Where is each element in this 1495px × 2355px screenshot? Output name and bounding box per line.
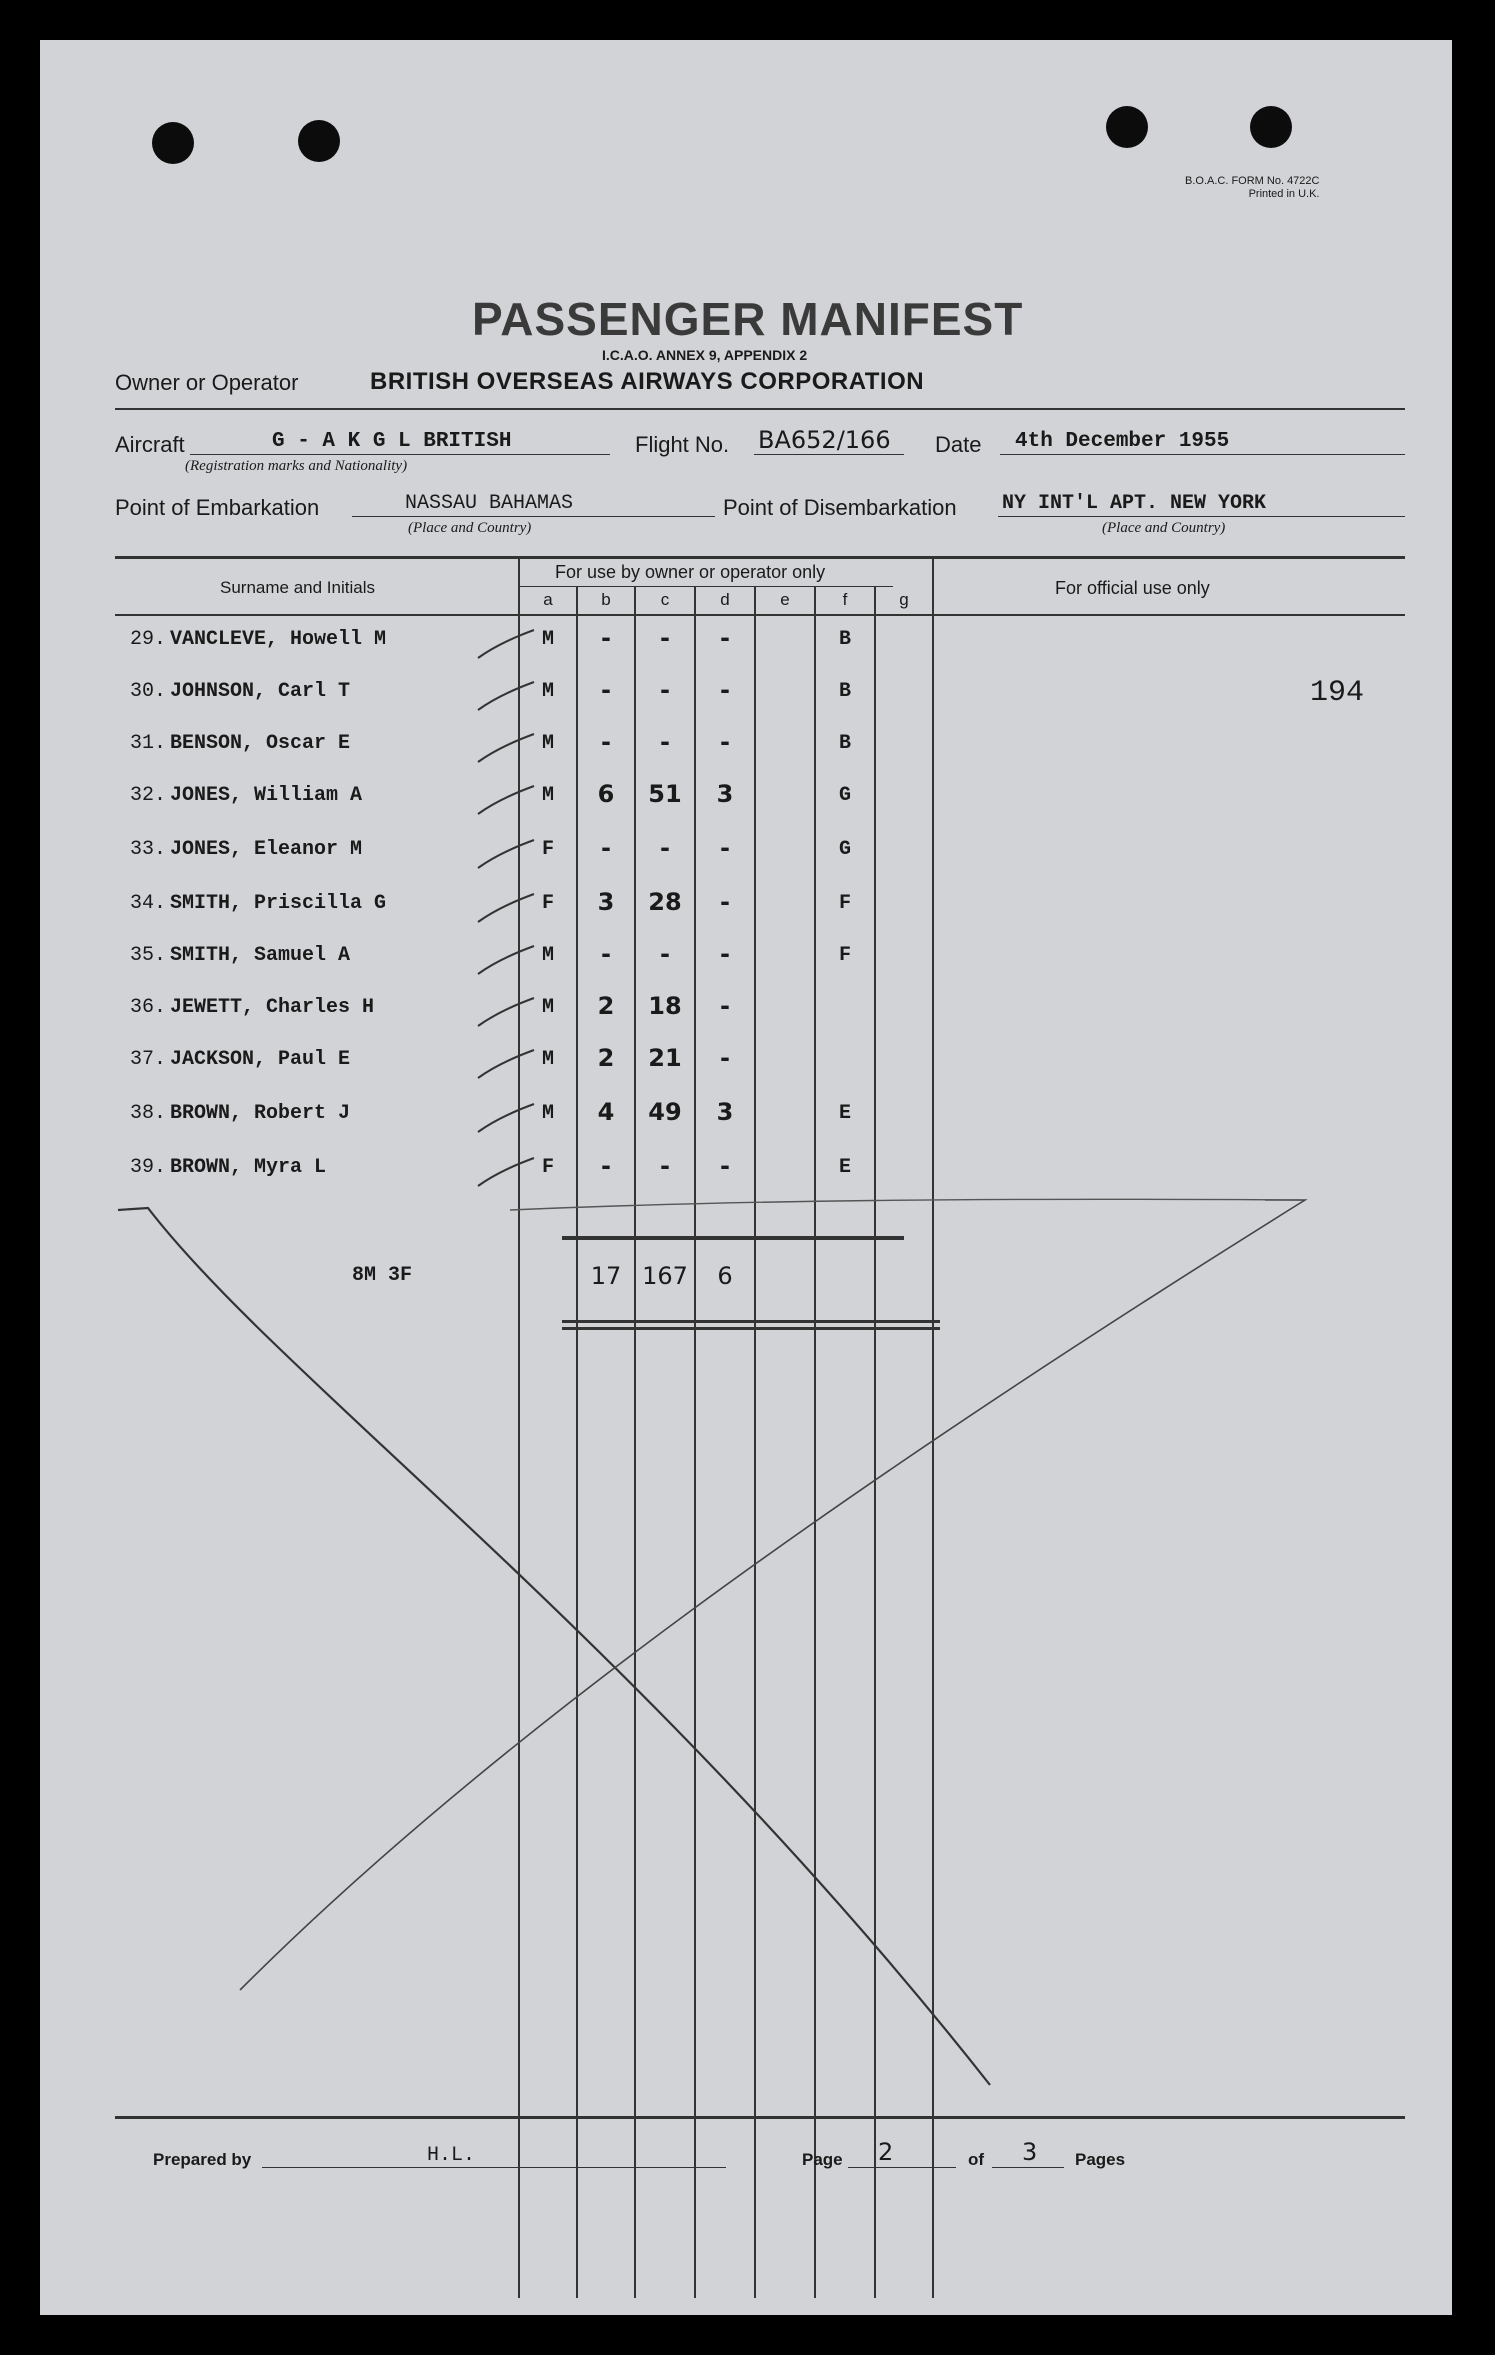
- row-number: 36.: [130, 996, 167, 1019]
- page-subtitle: I.C.A.O. ANNEX 9, APPENDIX 2: [602, 347, 808, 363]
- cell-a: M: [541, 1102, 554, 1125]
- cell-d: -: [720, 676, 730, 704]
- total-b: 17: [590, 1262, 622, 1290]
- cell-a: F: [541, 838, 554, 861]
- passenger-name: JOHNSON, Carl T: [170, 680, 351, 703]
- cell-a: M: [541, 1048, 554, 1071]
- embarkation-value: NASSAU BAHAMAS: [405, 492, 574, 515]
- aircraft-label: Aircraft: [115, 432, 185, 457]
- row-number: 39.: [130, 1156, 167, 1179]
- cell-b: 4: [597, 1098, 615, 1126]
- cell-d: -: [720, 1044, 730, 1072]
- official-note: 194: [1310, 676, 1365, 710]
- aircraft-value: G - A K G L BRITISH: [272, 430, 512, 453]
- cell-b: 2: [597, 1044, 615, 1072]
- column-header-f: f: [842, 590, 848, 609]
- cell-c: -: [660, 1152, 670, 1180]
- passenger-name: BROWN, Robert J: [170, 1102, 351, 1125]
- cell-b: -: [601, 940, 611, 968]
- owner-label: Owner or Operator: [115, 370, 299, 395]
- surname-header: Surname and Initials: [220, 578, 375, 597]
- disembarkation-note: (Place and Country): [1102, 520, 1226, 536]
- cell-b: -: [601, 834, 611, 862]
- cell-c: 18: [648, 992, 682, 1020]
- cell-d: -: [720, 624, 730, 652]
- of-label: of: [968, 2150, 985, 2169]
- embarkation-note: (Place and Country): [408, 520, 532, 536]
- pages-label: Pages: [1075, 2150, 1126, 2169]
- cell-a: M: [541, 784, 554, 807]
- cell-d: -: [720, 888, 730, 916]
- cell-f: B: [838, 680, 851, 703]
- page-underline: [848, 2167, 956, 2168]
- cell-f: E: [838, 1156, 851, 1179]
- cell-b: 3: [597, 888, 615, 916]
- prepared-by-label: Prepared by: [153, 2150, 252, 2169]
- cell-f: F: [838, 944, 851, 967]
- passenger-name: VANCLEVE, Howell M: [170, 628, 387, 651]
- cell-a: F: [541, 1156, 554, 1179]
- row-number: 33.: [130, 838, 167, 861]
- cell-a: M: [541, 732, 554, 755]
- cross-out-marks: [40, 40, 1452, 2315]
- column-header-g: g: [899, 590, 909, 609]
- row-number: 29.: [130, 628, 167, 651]
- passenger-name: JONES, Eleanor M: [170, 838, 363, 861]
- total-pages: 3: [1022, 2138, 1038, 2166]
- total-c: 167: [642, 1262, 688, 1290]
- passenger-name: BENSON, Oscar E: [170, 732, 351, 755]
- cell-a: M: [541, 996, 554, 1019]
- row-number: 30.: [130, 680, 167, 703]
- row-number: 38.: [130, 1102, 167, 1125]
- cell-b: -: [601, 676, 611, 704]
- cell-d: 3: [716, 780, 734, 808]
- footer-rule: [115, 2116, 1405, 2119]
- cell-c: 28: [648, 888, 682, 916]
- cell-f: F: [838, 892, 851, 915]
- row-number: 31.: [130, 732, 167, 755]
- cell-f: G: [838, 784, 851, 807]
- page-title: PASSENGER MANIFEST: [472, 293, 1024, 345]
- cell-b: -: [601, 624, 611, 652]
- passenger-name: JONES, William A: [170, 784, 363, 807]
- cell-d: -: [720, 728, 730, 756]
- prepared-by-underline: [262, 2167, 726, 2168]
- column-header-b: b: [601, 590, 611, 609]
- cell-c: 51: [648, 780, 682, 808]
- row-number: 37.: [130, 1048, 167, 1071]
- disembarkation-label: Point of Disembarkation: [723, 495, 957, 520]
- prepared-by-value: H.L.: [427, 2144, 476, 2167]
- column-header-e: e: [780, 590, 790, 609]
- flight-number: BA652/166: [758, 426, 891, 454]
- form-number: B.O.A.C. FORM No. 4722C: [1185, 175, 1320, 187]
- cell-c: 49: [648, 1098, 682, 1126]
- aircraft-note: (Registration marks and Nationality): [185, 458, 408, 474]
- official-header: For official use only: [1055, 578, 1210, 598]
- owner-value: BRITISH OVERSEAS AIRWAYS CORPORATION: [370, 368, 925, 395]
- cell-a: M: [541, 628, 554, 651]
- cell-c: -: [660, 728, 670, 756]
- passenger-name: JEWETT, Charles H: [170, 996, 375, 1019]
- passenger-name: JACKSON, Paul E: [170, 1048, 351, 1071]
- passenger-name: SMITH, Samuel A: [170, 944, 351, 967]
- totals-label: 8M 3F: [352, 1264, 413, 1287]
- printed-in: Printed in U.K.: [1248, 188, 1320, 200]
- column-header-a: a: [543, 590, 553, 609]
- cell-b: 2: [597, 992, 615, 1020]
- cell-c: 21: [648, 1044, 682, 1072]
- date-value: 4th December 1955: [1015, 430, 1230, 453]
- cell-d: -: [720, 1152, 730, 1180]
- cell-b: -: [601, 728, 611, 756]
- cell-b: 6: [597, 780, 615, 808]
- passenger-name: SMITH, Priscilla G: [170, 892, 387, 915]
- cell-d: -: [720, 834, 730, 862]
- cell-f: B: [838, 628, 851, 651]
- cell-d: -: [720, 992, 730, 1020]
- cell-a: M: [541, 680, 554, 703]
- date-label: Date: [935, 432, 982, 457]
- cell-d: -: [720, 940, 730, 968]
- page-number: 2: [878, 2138, 894, 2166]
- row-number: 32.: [130, 784, 167, 807]
- cell-f: G: [838, 838, 851, 861]
- total-pages-underline: [992, 2167, 1064, 2168]
- column-header-d: d: [720, 590, 730, 609]
- manifest-sheet: [40, 40, 1452, 2315]
- operator-header: For use by owner or operator only: [555, 562, 826, 582]
- cell-a: F: [541, 892, 554, 915]
- row-number: 35.: [130, 944, 167, 967]
- flight-label: Flight No.: [635, 432, 730, 457]
- page-label: Page: [802, 2150, 843, 2169]
- cell-f: B: [838, 732, 851, 755]
- column-header-c: c: [660, 590, 670, 609]
- cell-d: 3: [716, 1098, 734, 1126]
- cell-b: -: [601, 1152, 611, 1180]
- cell-f: E: [838, 1102, 851, 1125]
- cell-c: -: [660, 676, 670, 704]
- passenger-name: BROWN, Myra L: [170, 1156, 327, 1179]
- total-d: 6: [717, 1262, 733, 1290]
- embarkation-label: Point of Embarkation: [115, 495, 320, 520]
- cell-c: -: [660, 834, 670, 862]
- row-number: 34.: [130, 892, 167, 915]
- disembarkation-value: NY INT'L APT. NEW YORK: [1002, 492, 1267, 515]
- cell-a: M: [541, 944, 554, 967]
- cell-c: -: [660, 940, 670, 968]
- cell-c: -: [660, 624, 670, 652]
